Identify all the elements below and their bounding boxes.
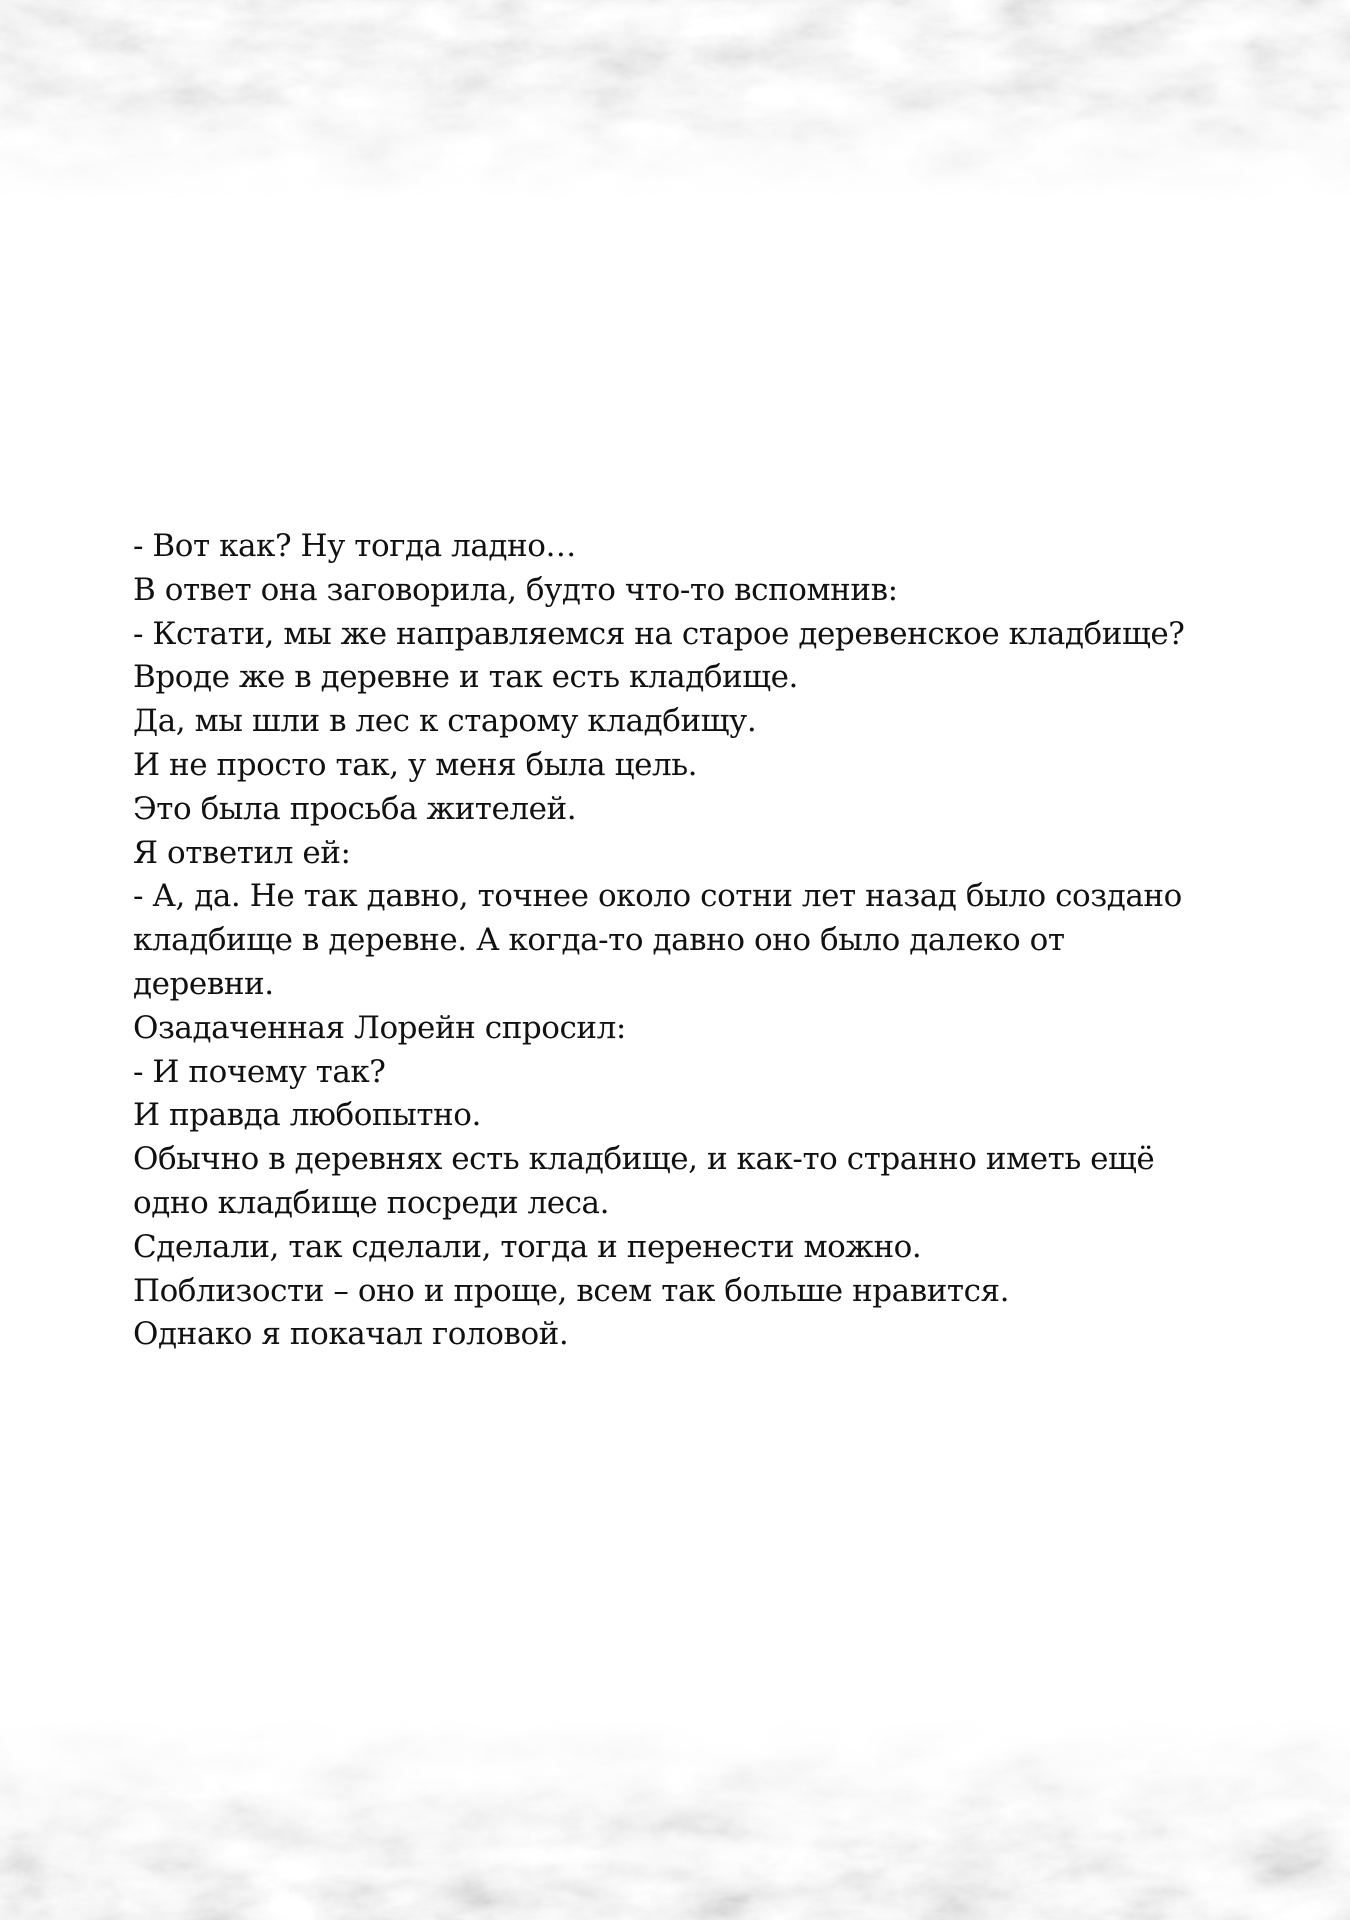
text-line: - А, да. Не так давно, точнее около сотни лет назад было создано [133,878,1182,915]
text-line: - И почему так? [133,1053,386,1090]
text-line: Сделали, так сделали, тогда и перенести можно. [133,1228,922,1265]
text-line: Обычно в деревнях есть кладбище, и как-то странно иметь ещё [133,1141,1155,1178]
body-text [133,525,1233,1357]
text-line: В ответ она заговорила, будто что-то вспомнив: [133,571,898,608]
text-line: И правда любопытно. [133,1097,481,1134]
stone-texture-bottom [0,1720,1350,1920]
stone-texture-top [0,0,1350,200]
text-line: - Кстати, мы же направляемся на старое деревенское кладбище? [133,615,1185,652]
text-line: одно кладбище посреди леса. [133,1184,609,1221]
text-line: Озадаченная Лорейн спросил: [133,1009,626,1046]
text-line: Я ответил ей: [133,834,351,871]
text-line: - Вот как? Ну тогда ладно… [133,528,576,564]
text-line: кладбище в деревне. А когда-то давно оно было далеко от [133,922,1065,959]
text-line: Это была просьба жителей. [133,790,577,827]
text-line: Однако я покачал головой. [133,1316,569,1353]
text-line: Да, мы шли в лес к старому кладбищу. [133,703,757,740]
text-line: Вроде же в деревне и так есть кладбище. [133,659,798,696]
text-line: деревни. [133,965,274,1002]
text-line: Поблизости – оно и проще, всем так больше нравится. [133,1272,1010,1309]
text-line: И не просто так, у меня была цель. [133,746,698,783]
